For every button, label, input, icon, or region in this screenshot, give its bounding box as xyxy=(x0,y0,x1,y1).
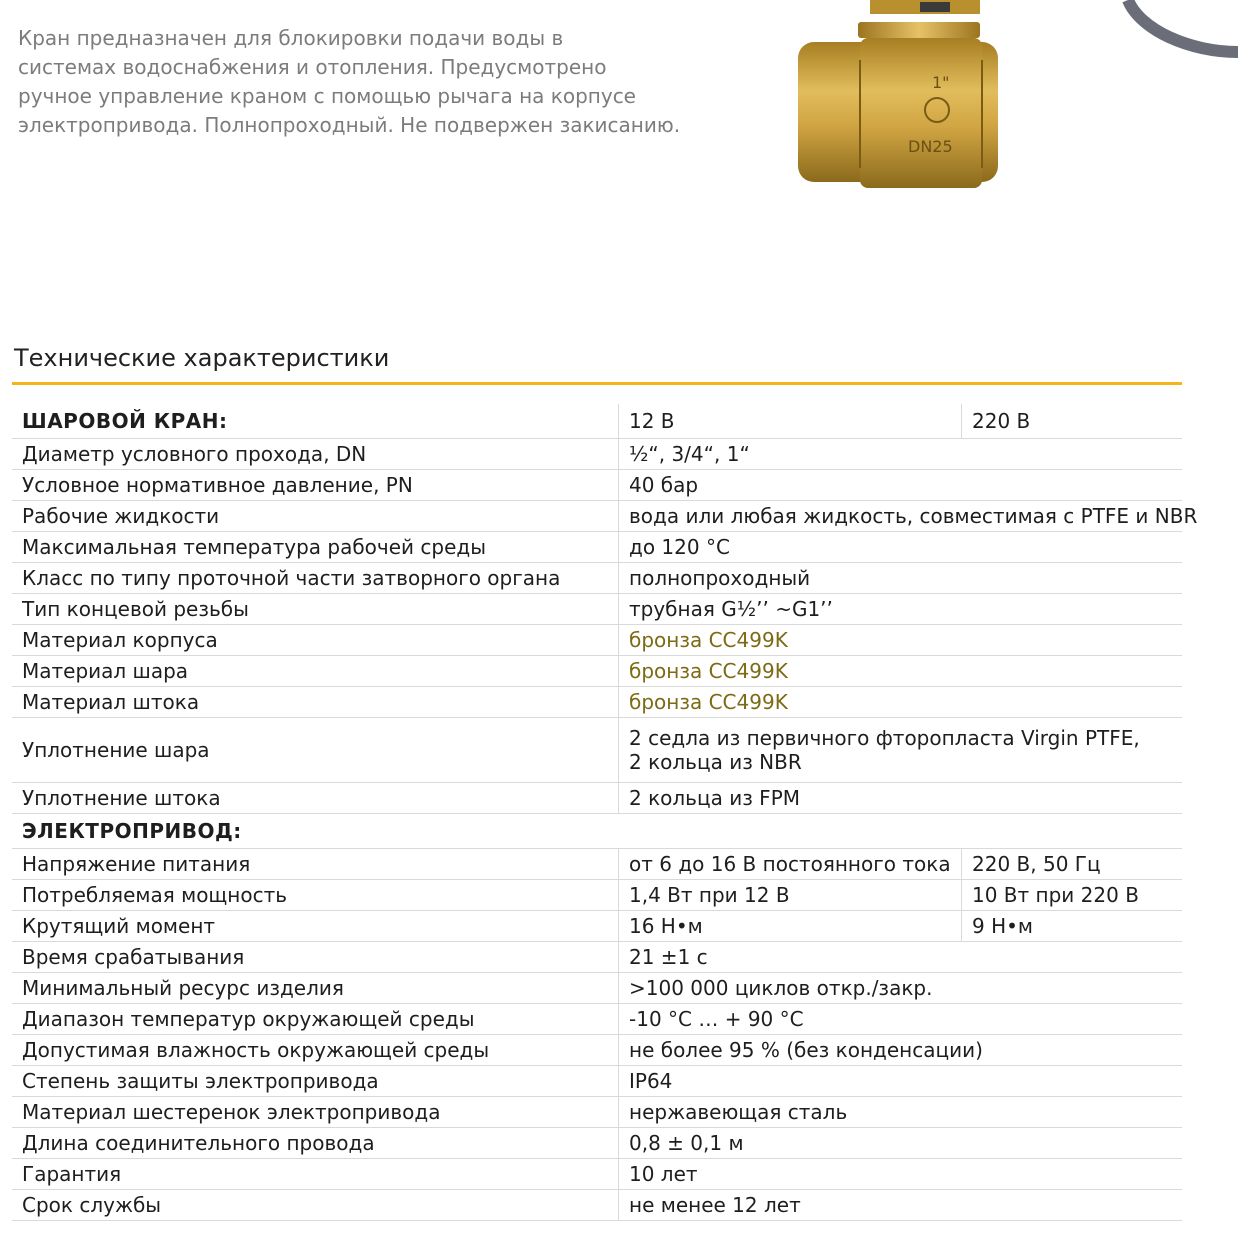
table-row xyxy=(12,594,1182,625)
row-value: полнопроходный xyxy=(619,563,1183,594)
actuator-heading: ЭЛЕКТРОПРИВОД: xyxy=(12,814,1182,849)
row-value xyxy=(619,718,1183,783)
row-label: Напряжение питания xyxy=(12,849,619,880)
row-label: Диаметр условного прохода, DN xyxy=(12,439,619,470)
valve-body xyxy=(798,22,998,188)
row-value: не более 95 % (без конденсации) xyxy=(619,1035,1183,1066)
table-row xyxy=(12,942,1182,973)
row-label: Диапазон температур окружающей среды xyxy=(12,1004,619,1035)
row-label: Уплотнение штока xyxy=(12,783,619,814)
row-label: Материал шестеренок электропривода xyxy=(12,1097,619,1128)
table-row xyxy=(12,563,1182,594)
row-label: Материал шара xyxy=(12,656,619,687)
row-value-220v: 220 В, 50 Гц xyxy=(962,849,1183,880)
row-value-12v: 1,4 Вт при 12 В xyxy=(619,880,962,911)
table-row xyxy=(12,501,1182,532)
row-value: -10 °C … + 90 °C xyxy=(619,1004,1183,1035)
ball-valve-image xyxy=(780,0,1248,200)
row-value: трубная G½’’ ~G1’’ xyxy=(619,594,1183,625)
row-label: Материал корпуса xyxy=(12,625,619,656)
row-label: Тип концевой резьбы xyxy=(12,594,619,625)
specs-table xyxy=(12,404,1198,1221)
table-row xyxy=(12,973,1182,1004)
row-value: вода или любая жидкость, совместимая с PTFE и NBR xyxy=(619,501,1183,532)
row-label: Условное нормативное давление, PN xyxy=(12,470,619,501)
row-value-line: 2 седла из первичного фторопласта Virgin PTFE, xyxy=(629,726,1140,750)
row-value: не менее 12 лет xyxy=(619,1190,1183,1221)
table-row xyxy=(12,687,1182,718)
table-row xyxy=(12,783,1182,814)
row-value: ½“, 3/4“, 1“ xyxy=(619,439,1183,470)
valve-header-row xyxy=(12,404,1182,439)
table-row xyxy=(12,656,1182,687)
valve-dn-mark: DN25 xyxy=(908,137,953,156)
row-label: Гарантия xyxy=(12,1159,619,1190)
row-value-line: 2 кольца из NBR xyxy=(629,750,802,774)
row-label: Класс по типу проточной части затворного органа xyxy=(12,563,619,594)
table-row xyxy=(12,880,1182,911)
row-value: нержавеющая сталь xyxy=(619,1097,1183,1128)
col-12v-heading: 12 В xyxy=(619,404,962,439)
row-value: 0,8 ± 0,1 м xyxy=(619,1128,1183,1159)
row-label: Потребляемая мощность xyxy=(12,880,619,911)
table-row xyxy=(12,1035,1182,1066)
row-label: Степень защиты электропривода xyxy=(12,1066,619,1097)
row-value: 40 бар xyxy=(619,470,1183,501)
row-label: Уплотнение шара xyxy=(12,718,619,783)
title-underline xyxy=(12,382,1182,385)
table-row xyxy=(12,1190,1182,1221)
section-title: Технические характеристики xyxy=(14,344,390,372)
table-row xyxy=(12,849,1182,880)
row-value: бронза CC499K xyxy=(619,687,1183,718)
table-row xyxy=(12,718,1182,783)
row-label: Рабочие жидкости xyxy=(12,501,619,532)
actuator-bottom xyxy=(870,0,980,14)
table-row xyxy=(12,1004,1182,1035)
table-row xyxy=(12,911,1182,942)
row-value: до 120 °C xyxy=(619,532,1183,563)
actuator-header-row xyxy=(12,814,1182,849)
row-value: >100 000 циклов откр./закр. xyxy=(619,973,1183,1004)
row-label: Время срабатывания xyxy=(12,942,619,973)
row-value: 21 ±1 с xyxy=(619,942,1183,973)
table-row xyxy=(12,625,1182,656)
table-row xyxy=(12,439,1182,470)
row-label: Минимальный ресурс изделия xyxy=(12,973,619,1004)
row-label: Крутящий момент xyxy=(12,911,619,942)
intro-paragraph: Кран предназначен для блокировки подачи воды в системах водоснабжения и отопления. Предусмотрено ручное управление краном с помощью рычага на корпусе электропривода. Полнопроходный. Не подвержен закисанию. xyxy=(18,26,681,137)
row-value: бронза CC499K xyxy=(619,625,1183,656)
valve-size-mark: 1" xyxy=(932,73,950,92)
row-value: IP64 xyxy=(619,1066,1183,1097)
row-label: Допустимая влажность окружающей среды xyxy=(12,1035,619,1066)
row-value: бронза CC499K xyxy=(619,656,1183,687)
row-value-12v: 16 Н•м xyxy=(619,911,962,942)
table-row xyxy=(12,1159,1182,1190)
cable xyxy=(1128,0,1238,52)
table-row xyxy=(12,1066,1182,1097)
table-row xyxy=(12,1097,1182,1128)
row-label: Максимальная температура рабочей среды xyxy=(12,532,619,563)
row-label: Срок службы xyxy=(12,1190,619,1221)
row-value-12v: от 6 до 16 В постоянного тока xyxy=(619,849,962,880)
table-row xyxy=(12,532,1182,563)
row-label: Длина соединительного провода xyxy=(12,1128,619,1159)
table-row xyxy=(12,1128,1182,1159)
table-row xyxy=(12,470,1182,501)
row-label: Материал штока xyxy=(12,687,619,718)
row-value-220v: 10 Вт при 220 В xyxy=(962,880,1183,911)
col-220v-heading: 220 В xyxy=(962,404,1183,439)
row-value: 10 лет xyxy=(619,1159,1183,1190)
valve-heading: ШАРОВОЙ КРАН: xyxy=(12,404,619,439)
row-value: 2 кольца из FPM xyxy=(619,783,1183,814)
row-value-220v: 9 Н•м xyxy=(962,911,1183,942)
